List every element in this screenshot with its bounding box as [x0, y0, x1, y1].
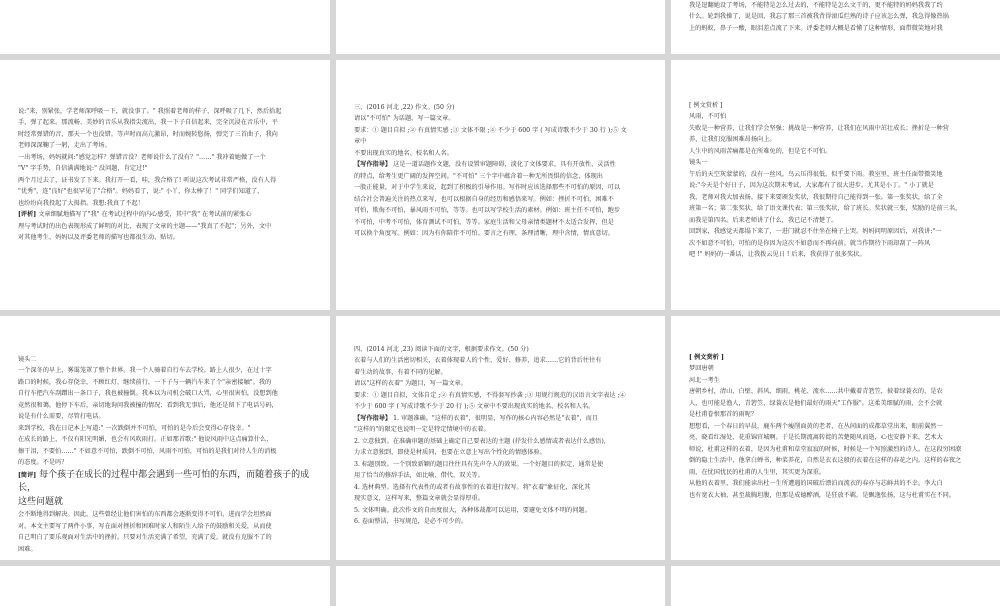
comment-paragraph [18, 469, 316, 496]
comment-label: [简评] [18, 471, 37, 479]
text-line: "V" 字手势，自信满满地说:" 没问题，肯定过!" [18, 165, 148, 173]
page-top-left [0, 0, 330, 54]
text-line: 理与考试时的出色表现形成了鲜明的对比，表现了文章的主题——"我真了不起"；另外，文中 [18, 222, 272, 230]
text-line: 回到家，我感觉天都塌下来了，一进门就忍不住坐在椅子上哭。妈妈问明原因后，对我讲:"一 [689, 228, 942, 236]
text-line: 说:"来，别紧张，学老师深呼吸一下，就没事了。" 我照着老师的样子，深呼吸了几下，然后拾起 [18, 108, 282, 115]
text-line: 一个深冬的早上，雾霭笼罩了整个世界。我一个人骑着自行车去学校。路上人很少，在过十字 [18, 367, 272, 375]
text-line: 我，老师对我大加表扬。接下来要颁发奖状，我很期待自己能得到一张。第一张奖状，给了全 [689, 193, 943, 201]
text-line: 是杜甫眷恨那首的雨呢？ [689, 411, 758, 419]
text-line: 我是逗翻她设了考场，不能特是怎么过去的，不能特是怎么文干的，更不能特的妈妈我我了约 [689, 2, 943, 9]
text-line: 力求立意独到，即使是材质同，也要在立意上写出个性化的情感体验。 [354, 449, 546, 457]
text-line: 对其他考生、妈妈以及评委老师的描写也都很生动、贴切。 [18, 234, 179, 242]
text-line: 章中 [354, 138, 367, 146]
text-line: 手，弹了起来。那流畅、美妙的音乐从我指尖流出，我一下子自信起来，完全沉浸在音乐中，平 [18, 119, 278, 127]
text-line: 4. 选材典型。选择有代表性的或者有故事性的衣着进行叙写。将"衣着"象征化，深化其 [354, 483, 591, 491]
text-line: 不可怕，中考不可怕，体育测试不可怕，等等。家庭生活和父母亲情类题材不太适合发挥，但是 [354, 218, 614, 226]
text-line: 风雨，不可怕 [689, 113, 727, 121]
guide-label: 【写作指导】 [354, 161, 392, 169]
text-line: 午后的天空灰蒙蒙的，没有一丝风。鸟云压得很低，似乎要下雨。教室里，班主任面带微笑地 [689, 170, 943, 178]
text-line: 说:"今天是个好日子，因为这次期末考试，大家都有了很大进步。尤其是小丁。" 小丁就是 [689, 182, 934, 190]
text-line: 困难。 [18, 545, 37, 553]
page-next-left [0, 566, 330, 606]
text-line: 自行车把汽车刮蹭出一条口子，我也被撞倒。我本以为司机会破口大骂，心里很害怕，没想到他 [18, 390, 278, 398]
comment-text: 每个孩子在成长的过程中都会遇到一些可怕的东西，而随着孩子的成长， [18, 469, 310, 494]
text-line: 不要出现真实的地名、校名和人名。 [354, 149, 453, 157]
text-line: 老师深深鞠了一躬，走出了考场。 [18, 142, 111, 150]
text-line: 亮，晓看红湿处，花重锦官城啊。于是长期流离转徙的苦楚随风而逝，心也安静下来。艺术大 [689, 434, 943, 442]
text-line: 2. 立意独到。在准确审题的基础上确定自己要表达的主题 (抒发什么感情或者表达什么感悟)， [354, 437, 610, 445]
text-line: 两个月过去了，证书发了下来。我打开一看，哇，我合格了! 听说这次考试非常严格，没有人得 [18, 176, 277, 184]
text-line: 三、(2016 河北 ,22) 作文。(50 分) [354, 104, 455, 111]
text-line: 失败是一种营养，让我们学会坚强；挑战是一种营养，让我们在风雨中茁壮成长；挫折是一种营 [689, 124, 949, 132]
text-line: 可怕，欺侮不可怕，暴风雨不可怕，等等。也可以写学校生活的素材。例如：班主任不可怕，跑步 [354, 207, 621, 215]
text-line: 请以"不可怕" 为话题，写一篇文章。 [354, 115, 455, 123]
text-line: 一出考场，妈妈就问:"感觉怎样？弹错音没？老师说什么了没有？"……" 我冲着她做了一个 [18, 153, 266, 161]
text-line: 请以"这样的衣着" 为题目，写一篇文章。 [354, 380, 467, 388]
comment-label: [评析] [18, 211, 37, 219]
text-line: 河北一考生 [689, 376, 720, 384]
page-top-center [336, 0, 665, 54]
text-line: 对。本文主要写了两件小事，写在面对挫折和困难时家人和陌生人给予的鼓励和关爱，从而使 [18, 522, 272, 530]
text-line: 现实意义，这样写来，整篇文章就会显得厚重。 [354, 495, 484, 503]
text-line: 的特点，给考生更广阔的发挥空间。"不可怕" 三个字中蕴含着一种无所畏惧的信念，体现出 [354, 172, 603, 180]
comment-paragraph [18, 209, 316, 220]
text-line: 用了恰当的修辞手法，如比喻、借代、双关等。 [354, 472, 484, 480]
text-line: 人生中的风雨苦痛都是在所难免的，但是它不可怕。 [689, 147, 832, 155]
text-line: 擦干泪，不要怕……" 不如意不可怕，跌倒不可怕，风雨不可怕，可怕的是我们对待人生的消极 [18, 447, 277, 455]
page-top-right [671, 0, 1000, 54]
text-line: 一股正能量，对于中学生来说，起到了积极的引导作用。写作时应该选择那些不可怕的原因，可以 [354, 184, 621, 192]
text-line: 什么。轮到我操了，说是回，我忘了那三首被我背得滚瓜烂熟的诗子应该怎么弹，我急得像热锅 [689, 13, 949, 21]
text-line: 人，也可能是渔人，青箬笠、绿蓑衣是他们最好的雨天"工作服"。这柔美细腻的雨，会不会就 [689, 399, 943, 407]
text-line: 吧 !" 妈妈的一番话，让我拨云见日 ! 后来，我获得了很多奖状。 [689, 251, 866, 259]
text-line: 四、(2014 河北 ,23) 阅读下面的文字，根据要求作文。(50 分) [354, 346, 529, 353]
text-line: [ 例文赏析 ] [689, 102, 723, 109]
page-next-right [671, 566, 1000, 606]
text-line: 师说，杜甫这样的衣着，是因为杜甫和草堂寂寂的时候，时候是一个写照激烈的诗人。在这段穷困潦 [689, 445, 962, 453]
text-line: 可以换个角度写。例如：因为有你陪伴不可怕。要言之有理，条理清晰，理中含情，情真意切。 [354, 230, 614, 238]
text-line: 3. 标题别致。一个别致新颖的题目往往具有先声夺人的效果。一个好题目的拟定，通常是使 [354, 460, 604, 468]
text-line: 也纷纷向我投起了大拇指。我想:我真了不起！ [18, 199, 144, 207]
text-line: 唐朝乡村，清山、白壁、斜风、细雨，桃花、流水……共中戴着青箬笠，披着绿蓑衣的，是农 [689, 388, 943, 396]
text-line: 倒的隐士生活中，他拿白蝉书，种菜养花，自然是衣衣这般的衣着在这样的春花之内。这样的春夜之 [689, 457, 962, 465]
text-line: 镜头一 [689, 159, 708, 167]
text-line: 要求：① 题目自拟 ;② 有真情实感 ;③ 文体不限 ;④ 不少于 600 字 ( 写成诗歌不少于 30 行 );⑤ 文 [354, 126, 627, 134]
page-bottom-center [336, 316, 665, 560]
text-line: 养，让我们克服困难昂扬向上。 [689, 136, 776, 144]
comment-text: 文章细腻地描写了"我" 在考试过程中的内心感受，其中"我" 在考试前的紧张心 [38, 211, 252, 219]
text-line: 着生动的故事，有着不同的见解。 [354, 368, 447, 376]
text-line: 说是有什么需要，尽管打电话。 [18, 413, 105, 421]
text-line: 会不断地得到解决。因此，这些曾经让他们害怕的东西都会逐渐变得不可怕，进而学会坦然面 [18, 511, 272, 519]
text-line: 雨，在忧国忧民的杜甫的人生里，其实更为深重。 [689, 468, 826, 476]
text-line: 时经常弹错的音，那天一个也没错。等声时而高亢激昂，时而婉转悠扬，弹完了三首曲子，我向 [18, 130, 278, 138]
text-line: 的态度。不是吗？ [18, 459, 68, 467]
text-line: 路口的时候，我心存侥幸，不顾红灯，继续前行，一下子与一辆汽车来了个"亲密接触"。我的 [18, 378, 272, 386]
text-line: 上的蚂蚁，鼻子一酸，眼泪差点流了下来。评委老师大概是看懂了这种情形，面带微笑地对我 [689, 24, 943, 32]
text-line: 不少于 600 字 ( 写成诗歌不少于 20 行 );⑤ 文章中不要出现真实的地名、校名和人名。 [354, 403, 595, 411]
text-line: 从他的衣着里，我们能读出杜一生所遭遇的国破后漂泊而流衣的春亦与芯鲜共的不幸。李大白 [689, 480, 943, 488]
text-line: 这些问题就 [18, 496, 64, 507]
text-line: 结合社会普遍关注的热点来写，也可以根据自身的经历和感悟来写。例如：挫折不可怕，困难不 [354, 195, 614, 203]
text-line: 在成长的路上，不仅有阳光明媚，也会有风吹雨打。正如那首歌:" 他说风雨中这点痛算什么， [18, 436, 273, 444]
page-bottom-right [671, 316, 1000, 560]
text-line: 镜头二 [18, 356, 37, 363]
text-line: 来到学校，我在日记本上写道:" 一次跌倒并不可怕，可怕的是今后会变得心存侥幸。" [18, 424, 251, 432]
guide-label: 【写作指导】 [354, 414, 392, 422]
guide-text: 1. 审题准确。"这样的衣着"，很明显，写作的核心内容必然是"衣着"，而且 [393, 414, 598, 422]
page-mid-left [0, 60, 330, 310]
text-line: 想想看，一个春日的早晨，鹿车两个瘦削面黄的老者，在丛间面的成都草堂出来，眼前翼然一 [689, 422, 943, 430]
guide-paragraph [354, 413, 651, 424]
page-next-center [336, 566, 665, 606]
text-line: 次不如意不可怕，可怕的是你因为这次不如意而不再向前。就当作期待下雨却刮了一阵风 [689, 239, 931, 247]
page-bottom-left [0, 316, 330, 560]
guide-text: 这是一道话题作文题，没有设置审题障碍，淡化了文体要求，具有开放性、灵活性 [393, 161, 616, 169]
text-line: 6. 卷面整洁，书写规范，是必不可少的。 [354, 518, 468, 526]
text-line: 竟然很和蔼。他停下车后，亲切地询问我被撞的情况；看到我无事后，他还是留下了电话号码， [18, 401, 278, 409]
text-line: 班第一名；第二张奖状，给了语文课代表；第三张奖状，给了班长。奖状就三张，奖励的是前三名， [689, 205, 962, 213]
text-line: 要求：① 题目自拟，文体自定 ;② 有真情实感，不得套写抄袭 ;③ 用规行规范的汉语言文字表达 ;④ [354, 391, 626, 399]
text-line: 也有宽衣大袖，甚至裁胸坦腹，但那是成德醉酒，是狂放不羁，是飘逸张扬，这与杜甫实在不同。 [689, 491, 956, 499]
page-mid-center [336, 60, 665, 310]
guide-paragraph [354, 159, 651, 170]
text-line: [ 例文赏析 ] [689, 354, 724, 361]
text-line: 自己明白了要乐观面对生活中的挫折。只要对生活充满了希望，充满了爱，就没有克服不了的 [18, 534, 272, 542]
text-line: 衣着与人们的生活密切相关，衣着体现着人的个性、爱好、修养，追求……它的背后往往有 [354, 357, 602, 365]
text-line: 梦回唐朝 [689, 365, 714, 373]
text-line: 5. 文体明确。此次作文的自由度很大，各种体裁都可以运用，要避免文体不明的问题。 [354, 506, 591, 514]
page-mid-right [671, 60, 1000, 310]
text-line: "优秀"，连"良好"也很罕见了"合格"。妈妈看了，说:" 小丫，你太棒了！" 同学们知道了， [18, 188, 264, 196]
text-line: 而我是第四名。后来老师讲了什么，我已记不清楚了。 [689, 216, 838, 224]
text-line: "这样的"的限定也说明一定是特定情境中的衣着。 [354, 426, 490, 434]
